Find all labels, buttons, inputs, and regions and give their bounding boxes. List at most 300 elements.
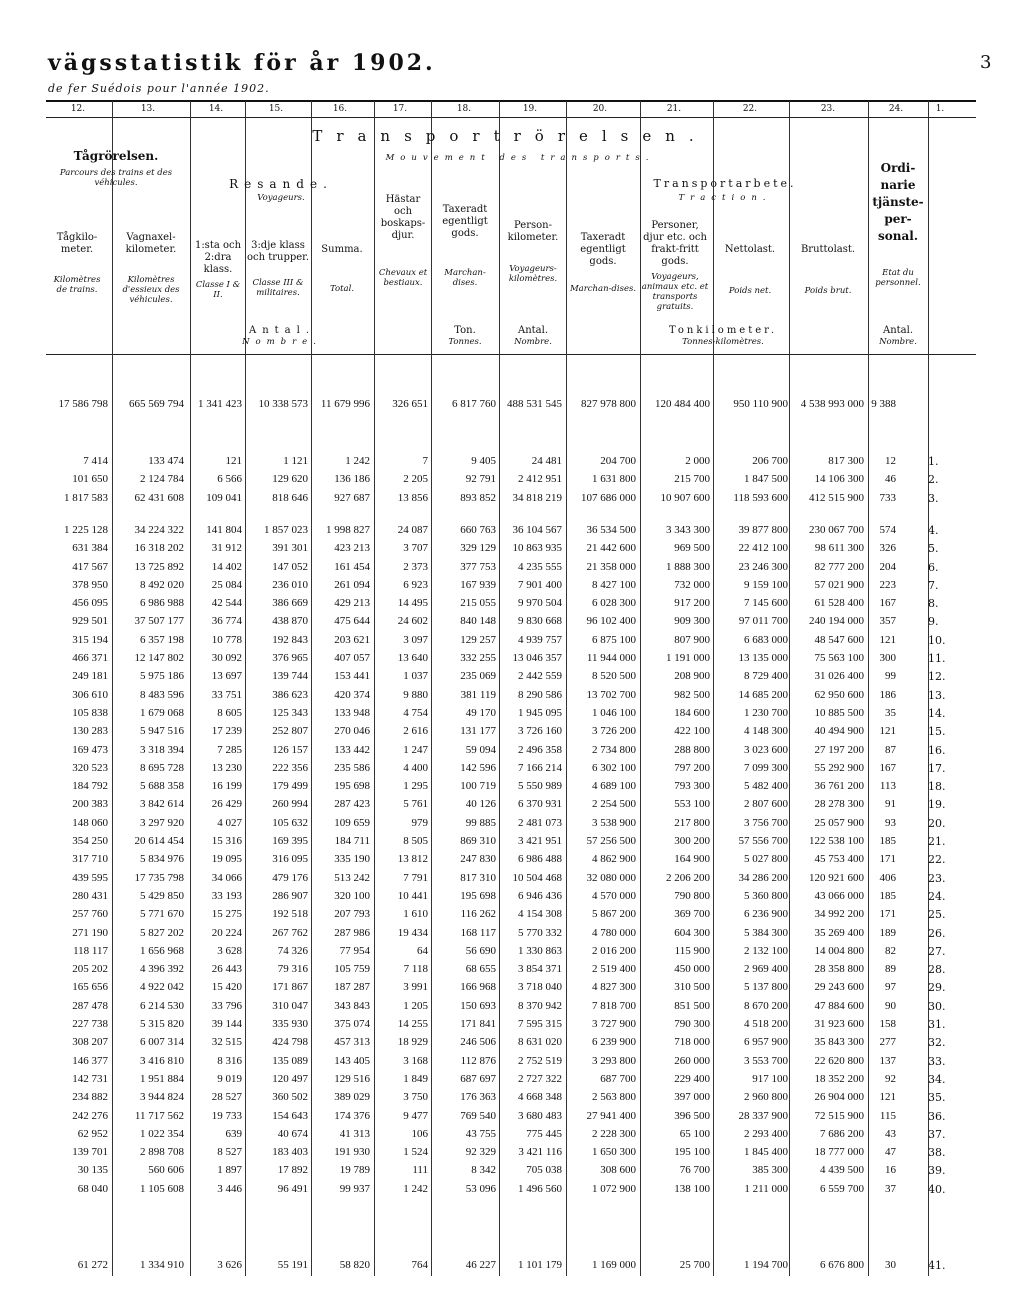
table-row-cell: 3 750	[403, 1091, 428, 1103]
table-row-cell: 25 057 900	[814, 817, 864, 829]
header-tagkilometer: Tågkilo-meter.	[56, 232, 98, 255]
table-row-cell: 167 939	[460, 579, 496, 591]
column-number: 23.	[820, 104, 836, 114]
table-row-cell: 43 755	[465, 1128, 496, 1140]
last-row-cell: 1 169 000	[592, 1259, 636, 1271]
table-row-cell: 169 395	[272, 835, 308, 847]
table-row-cell: 5 550 989	[518, 780, 562, 792]
table-row-cell: 457 313	[334, 1036, 370, 1048]
table-row-cell: 21 358 000	[586, 561, 636, 573]
table-row-cell: 176 363	[460, 1091, 496, 1103]
table-row-cell: 6 214 530	[140, 1000, 184, 1012]
table-row-cell: 7 166 214	[518, 762, 562, 774]
table-row-cell: 793 300	[674, 780, 710, 792]
table-row-cell: 247 830	[460, 853, 496, 865]
table-row-cell: 3 168	[403, 1055, 428, 1067]
table-row-cell: 5 688 358	[140, 780, 184, 792]
table-row-cell: 422 100	[674, 725, 710, 737]
table-row-cell: 7 791	[403, 872, 428, 884]
table-row-cell: 13 640	[397, 652, 428, 664]
table-row-cell: 513 242	[334, 872, 370, 884]
table-row-cell: 68 040	[77, 1183, 108, 1195]
table-row-cell: 15 275	[211, 908, 242, 920]
table-row-cell: 18 777 000	[814, 1146, 864, 1158]
table-row-cell: 242 276	[72, 1110, 108, 1122]
row-number: 21.	[928, 835, 946, 848]
table-row-cell: 1 105 608	[140, 1183, 184, 1195]
table-row-cell: 191 930	[334, 1146, 370, 1158]
table-row-cell: 5 770 332	[518, 927, 562, 939]
table-row-cell: 3 421 951	[518, 835, 562, 847]
table-row-cell: 28 337 900	[738, 1110, 788, 1122]
table-row-cell: 115 900	[674, 945, 710, 957]
header-personer-fr: Voyageurs, animaux etc. et transports gratuits.	[641, 272, 709, 312]
table-row-cell: 2 519 400	[592, 963, 636, 975]
table-row-cell: 101 650	[72, 473, 108, 485]
table-row-cell: 235 069	[460, 670, 496, 682]
table-row-cell: 2 132 100	[744, 945, 788, 957]
table-row-cell: 13 135 000	[738, 652, 788, 664]
table-row-cell: 200 383	[72, 798, 108, 810]
table-row-cell: 57 556 700	[738, 835, 788, 847]
table-row-cell: 1 046 100	[592, 707, 636, 719]
column-number: 20.	[592, 104, 608, 114]
table-row-cell: 2 563 800	[592, 1091, 636, 1103]
table-row-cell: 450 000	[674, 963, 710, 975]
table-row-cell: 121	[225, 455, 242, 467]
table-row-cell: 45 753 400	[814, 853, 864, 865]
table-row-cell: 24 087	[397, 524, 428, 536]
table-row-cell: 306 610	[72, 689, 108, 701]
table-row-cell: 1 945 095	[518, 707, 562, 719]
table-row-cell: 6 957 900	[744, 1036, 788, 1048]
unit-antal3: Antal.	[882, 325, 914, 336]
header-transportrorelsen-fr: Mouvement des transports.	[385, 153, 655, 163]
table-row-cell: 111	[412, 1164, 428, 1176]
table-row-cell: 165 656	[72, 981, 108, 993]
column-number: 13.	[140, 104, 156, 114]
table-row-cell: 412 515 900	[809, 492, 864, 504]
table-row-cell: 277	[879, 1036, 896, 1048]
table-row-cell: 3 023 600	[744, 744, 788, 756]
table-row-cell: 369 700	[674, 908, 710, 920]
table-row-cell: 34 066	[211, 872, 242, 884]
table-row-cell: 2 496 358	[518, 744, 562, 756]
header-hastar: Hästar och boskaps-djur.	[380, 194, 426, 241]
table-row-cell: 1 847 500	[744, 473, 788, 485]
table-row-cell: 479 176	[272, 872, 308, 884]
row-number: 30.	[928, 1000, 946, 1013]
table-row-cell: 18 352 200	[814, 1073, 864, 1085]
table-row-cell: 790 300	[674, 1018, 710, 1030]
table-row-cell: 553 100	[674, 798, 710, 810]
column-number: 17.	[392, 104, 408, 114]
table-row-cell: 1 650 300	[592, 1146, 636, 1158]
table-row-cell: 3 991	[403, 981, 428, 993]
table-row-cell: 2 727 322	[518, 1073, 562, 1085]
header-klass3: 3:dje klass och trupper.	[246, 240, 310, 263]
table-row-cell: 2 293 400	[744, 1128, 788, 1140]
table-row-cell: 171	[879, 908, 896, 920]
header-ordinarie: Ordi-narie tjänste-per-sonal.	[872, 161, 924, 243]
table-row-cell: 1 631 800	[592, 473, 636, 485]
table-row-cell: 59 094	[465, 744, 496, 756]
table-row-cell: 11 717 562	[134, 1110, 184, 1122]
table-row-cell: 4 235 555	[518, 561, 562, 573]
header-resande-fr: Voyageurs.	[257, 193, 305, 203]
table-row-cell: 360 502	[272, 1091, 308, 1103]
table-row-cell: 3 416 810	[140, 1055, 184, 1067]
table-row-cell: 14 106 300	[814, 473, 864, 485]
table-row-cell: 43	[885, 1128, 896, 1140]
table-row-cell: 287 423	[334, 798, 370, 810]
table-row-cell: 235 586	[334, 762, 370, 774]
table-row-cell: 28 527	[211, 1091, 242, 1103]
table-row-cell: 1 037	[403, 670, 428, 682]
table-row-cell: 1 857 023	[264, 524, 308, 536]
table-row-cell: 10 907 600	[660, 492, 710, 504]
column-number: 15.	[268, 104, 284, 114]
table-row-cell: 116 262	[460, 908, 496, 920]
table-row-cell: 56 690	[465, 945, 496, 957]
table-row-cell: 8 729 400	[744, 670, 788, 682]
table-row-cell: 13 046 357	[512, 652, 562, 664]
table-row-cell: 118 593 600	[733, 492, 788, 504]
header-transportarbete-fr: Traction.	[678, 193, 772, 203]
table-row-cell: 917 100	[752, 1073, 788, 1085]
table-row-cell: 3 726 200	[592, 725, 636, 737]
table-row-cell: 424 798	[272, 1036, 308, 1048]
table-row-cell: 1 211 000	[744, 1183, 788, 1195]
table-row-cell: 35 843 300	[814, 1036, 864, 1048]
table-row-cell: 732 000	[674, 579, 710, 591]
table-row-cell: 154 643	[272, 1110, 308, 1122]
table-row-cell: 4 148 300	[744, 725, 788, 737]
last-row-cell: 61 272	[77, 1259, 108, 1271]
table-row-cell: 9 159 100	[744, 579, 788, 591]
table-row-cell: 171 841	[460, 1018, 496, 1030]
table-row-cell: 55 292 900	[814, 762, 864, 774]
table-row-cell: 195 698	[334, 780, 370, 792]
table-row-cell: 5 975 186	[140, 670, 184, 682]
table-row-cell: 982 500	[674, 689, 710, 701]
table-row-cell: 8 492 020	[140, 579, 184, 591]
table-row-cell: 24 602	[397, 615, 428, 627]
header-tagrorelsen: Tågrörelsen.	[73, 149, 159, 163]
last-row-cell: 1 194 700	[744, 1259, 788, 1271]
row-number: 11.	[928, 652, 946, 665]
table-row-cell: 109 659	[334, 817, 370, 829]
table-row-cell: 13 812	[397, 853, 428, 865]
table-row-cell: 105 632	[272, 817, 308, 829]
table-row-cell: 300	[879, 652, 896, 664]
table-row-cell: 270 046	[334, 725, 370, 737]
table-row-cell: 979	[411, 817, 428, 829]
table-row-cell: 1 656 968	[140, 945, 184, 957]
table-row-cell: 121	[879, 725, 896, 737]
table-row-cell: 97	[885, 981, 896, 993]
table-row-cell: 317 710	[72, 853, 108, 865]
table-row-cell: 456 095	[72, 597, 108, 609]
table-row-cell: 138 100	[674, 1183, 710, 1195]
table-row-cell: 186	[879, 689, 896, 701]
table-row-cell: 207 793	[334, 908, 370, 920]
table-row-cell: 31 026 400	[814, 670, 864, 682]
total-row-cell: 17 586 798	[58, 398, 108, 410]
table-row-cell: 6 986 988	[140, 597, 184, 609]
header-taxeradt-fr: Marchan-dises.	[444, 268, 486, 288]
table-row-cell: 386 669	[272, 597, 308, 609]
table-row-cell: 267 762	[272, 927, 308, 939]
table-row-cell: 204	[879, 561, 896, 573]
table-row-cell: 113	[879, 780, 896, 792]
table-row-cell: 153 441	[334, 670, 370, 682]
table-row-cell: 118 117	[73, 945, 108, 957]
row-number: 23.	[928, 872, 946, 885]
column-number: 19.	[522, 104, 538, 114]
table-row-cell: 14 255	[397, 1018, 428, 1030]
table-row-cell: 133 442	[334, 744, 370, 756]
table-row-cell: 35	[885, 707, 896, 719]
table-row-cell: 8 483 596	[140, 689, 184, 701]
table-row-cell: 287 478	[72, 1000, 108, 1012]
table-row-cell: 1 072 900	[592, 1183, 636, 1195]
table-row-cell: 5 947 516	[140, 725, 184, 737]
table-row-cell: 320 100	[334, 890, 370, 902]
table-row-cell: 93	[885, 817, 896, 829]
table-row-cell: 20 224	[211, 927, 242, 939]
table-row-cell: 37 507 177	[134, 615, 184, 627]
column-number: 1.	[935, 104, 945, 114]
header-vagnaxel: Vagnaxel-kilometer.	[125, 232, 177, 255]
table-row-cell: 1 845 400	[744, 1146, 788, 1158]
table-row-cell: 72 515 900	[814, 1110, 864, 1122]
table-row-cell: 34 818 219	[512, 492, 562, 504]
table-row-cell: 8 342	[471, 1164, 496, 1176]
table-row-cell: 34 286 200	[738, 872, 788, 884]
table-row-cell: 33 193	[211, 890, 242, 902]
table-row-cell: 9 405	[471, 455, 496, 467]
table-row-cell: 375 074	[334, 1018, 370, 1030]
header-hastar-fr: Chevaux et bestiaux.	[378, 268, 428, 288]
table-row-cell: 1 888 300	[666, 561, 710, 573]
table-row-cell: 3 854 371	[518, 963, 562, 975]
row-number: 28.	[928, 963, 946, 976]
table-row-cell: 105 838	[72, 707, 108, 719]
table-row-cell: 5 027 800	[744, 853, 788, 865]
table-row-cell: 33 796	[211, 1000, 242, 1012]
table-row-cell: 129 257	[460, 634, 496, 646]
table-row-cell: 2 373	[403, 561, 428, 573]
table-row-cell: 19 789	[339, 1164, 370, 1176]
table-row-cell: 316 095	[272, 853, 308, 865]
table-row-cell: 9 019	[217, 1073, 242, 1085]
table-row-cell: 34 224 322	[134, 524, 184, 536]
row-number: 19.	[928, 798, 946, 811]
table-row-cell: 34 992 200	[814, 908, 864, 920]
table-row-cell: 8 290 586	[518, 689, 562, 701]
table-row-cell: 76 700	[679, 1164, 710, 1176]
table-row-cell: 36 761 200	[814, 780, 864, 792]
table-row-cell: 705 038	[526, 1164, 562, 1176]
row-number: 29.	[928, 981, 946, 994]
table-row-cell: 47 884 600	[814, 1000, 864, 1012]
table-row-cell: 969 500	[674, 542, 710, 554]
table-row-cell: 3 680 483	[518, 1110, 562, 1122]
header-ordinarie-fr: Etat du personnel.	[875, 268, 921, 288]
page-title: vägsstatistik för år 1902.	[48, 50, 436, 76]
table-row-cell: 300 200	[674, 835, 710, 847]
unit-ton: Ton.	[454, 325, 476, 336]
header-taxeradt2-fr: Marchan-dises.	[569, 284, 637, 294]
table-row-cell: 167	[879, 597, 896, 609]
table-row-cell: 99 885	[465, 817, 496, 829]
table-row-cell: 25 084	[211, 579, 242, 591]
table-row-cell: 8 520 500	[592, 670, 636, 682]
table-row-cell: 215 700	[674, 473, 710, 485]
table-row-cell: 329 129	[460, 542, 496, 554]
table-row-cell: 3 318 394	[140, 744, 184, 756]
table-row-cell: 37	[885, 1183, 896, 1195]
table-row-cell: 3 538 900	[592, 817, 636, 829]
table-row-cell: 13 230	[211, 762, 242, 774]
table-row-cell: 376 965	[272, 652, 308, 664]
table-row-cell: 769 540	[460, 1110, 496, 1122]
unit-antal: Antal.	[248, 325, 316, 336]
row-number: 32.	[928, 1036, 946, 1049]
table-row-cell: 3 421 116	[518, 1146, 562, 1158]
table-row-cell: 36 534 500	[586, 524, 636, 536]
table-row-cell: 18 929	[397, 1036, 428, 1048]
row-number: 31.	[928, 1018, 946, 1031]
table-row-cell: 10 441	[397, 890, 428, 902]
table-row-cell: 252 807	[272, 725, 308, 737]
row-number: 38.	[928, 1146, 946, 1159]
table-row-cell: 639	[225, 1128, 242, 1140]
table-row-cell: 139 744	[272, 670, 308, 682]
table-row-cell: 260 000	[674, 1055, 710, 1067]
page-number: 3	[980, 52, 992, 73]
table-row-cell: 129 620	[272, 473, 308, 485]
table-row-cell: 840 148	[460, 615, 496, 627]
total-row-cell: 120 484 400	[655, 398, 710, 410]
table-row-cell: 9 880	[403, 689, 428, 701]
table-row-cell: 68 655	[465, 963, 496, 975]
table-row-cell: 315 194	[72, 634, 108, 646]
table-row-cell: 217 800	[674, 817, 710, 829]
table-row-cell: 10 863 935	[512, 542, 562, 554]
table-row-cell: 4 939 757	[518, 634, 562, 646]
table-row-cell: 1 897	[217, 1164, 242, 1176]
table-row-cell: 229 400	[674, 1073, 710, 1085]
table-row-cell: 287 986	[334, 927, 370, 939]
table-row-cell: 475 644	[334, 615, 370, 627]
table-row-cell: 6 683 000	[744, 634, 788, 646]
row-number: 36.	[928, 1110, 946, 1123]
row-number: 15.	[928, 725, 946, 738]
table-row-cell: 168 117	[460, 927, 496, 939]
table-row-cell: 687 697	[460, 1073, 496, 1085]
table-row-cell: 310 500	[674, 981, 710, 993]
table-row-cell: 137	[879, 1055, 896, 1067]
table-row-cell: 184 792	[72, 780, 108, 792]
table-row-cell: 208 900	[674, 670, 710, 682]
table-row-cell: 234 882	[72, 1091, 108, 1103]
table-row-cell: 9 477	[403, 1110, 428, 1122]
table-row-cell: 260 994	[272, 798, 308, 810]
total-row-cell: 4 538 993 000	[800, 398, 864, 410]
table-row-cell: 308 207	[72, 1036, 108, 1048]
unit-antal2: Antal.	[517, 325, 549, 336]
table-row-cell: 8 527	[217, 1146, 242, 1158]
table-row-cell: 40 494 900	[814, 725, 864, 737]
column-number: 14.	[208, 104, 224, 114]
table-row-cell: 96 491	[277, 1183, 308, 1195]
total-row-cell: 665 569 794	[129, 398, 184, 410]
table-row-cell: 125 343	[272, 707, 308, 719]
table-row-cell: 29 243 600	[814, 981, 864, 993]
table-row-cell: 33 751	[211, 689, 242, 701]
table-row-cell: 98 611 300	[814, 542, 864, 554]
table-row-cell: 1 330 863	[518, 945, 562, 957]
table-row-cell: 8 695 728	[140, 762, 184, 774]
table-row-cell: 909 300	[674, 615, 710, 627]
table-row-cell: 7 118	[403, 963, 428, 975]
table-row-cell: 357	[879, 615, 896, 627]
last-row-cell: 1 101 179	[518, 1259, 562, 1271]
row-number: 6.	[928, 561, 939, 574]
table-row-cell: 40 674	[277, 1128, 308, 1140]
last-row-cell: 58 820	[339, 1259, 370, 1271]
table-row-cell: 26 904 000	[814, 1091, 864, 1103]
table-row-cell: 26 443	[211, 963, 242, 975]
table-row-cell: 4 396 392	[140, 963, 184, 975]
table-row-cell: 130 283	[72, 725, 108, 737]
table-row-cell: 8 605	[217, 707, 242, 719]
table-row-cell: 62 431 608	[134, 492, 184, 504]
unit-antal-fr: Nombre.	[242, 337, 322, 347]
header-nettolast-fr: Poids net.	[728, 286, 772, 296]
table-row-cell: 185	[879, 890, 896, 902]
row-number: 8.	[928, 597, 939, 610]
table-row-cell: 631 384	[72, 542, 108, 554]
table-row-cell: 6 357 198	[140, 634, 184, 646]
table-row-cell: 385 300	[752, 1164, 788, 1176]
table-row-cell: 4 400	[403, 762, 428, 774]
table-row-cell: 6 923	[403, 579, 428, 591]
table-row-cell: 733	[879, 492, 896, 504]
row-number: 39.	[928, 1164, 946, 1177]
table-row-cell: 7 285	[217, 744, 242, 756]
table-row-cell: 1 817 583	[64, 492, 108, 504]
table-row-cell: 3 756 700	[744, 817, 788, 829]
row-number: 1.	[928, 455, 939, 468]
table-row-cell: 2 254 500	[592, 798, 636, 810]
table-row-cell: 28 358 800	[814, 963, 864, 975]
table-row-cell: 8 316	[217, 1055, 242, 1067]
table-row-cell: 5 360 800	[744, 890, 788, 902]
header-summa: Summa.	[321, 244, 363, 255]
table-row-cell: 4 780 000	[592, 927, 636, 939]
table-row-cell: 105 759	[334, 963, 370, 975]
table-row-cell: 5 834 976	[140, 853, 184, 865]
table-row-cell: 6 986 488	[518, 853, 562, 865]
table-row-cell: 354 250	[72, 835, 108, 847]
table-row-cell: 3 707	[403, 542, 428, 554]
table-row-cell: 16 199	[211, 780, 242, 792]
table-row-cell: 6 559 700	[820, 1183, 864, 1195]
table-row-cell: 790 800	[674, 890, 710, 902]
